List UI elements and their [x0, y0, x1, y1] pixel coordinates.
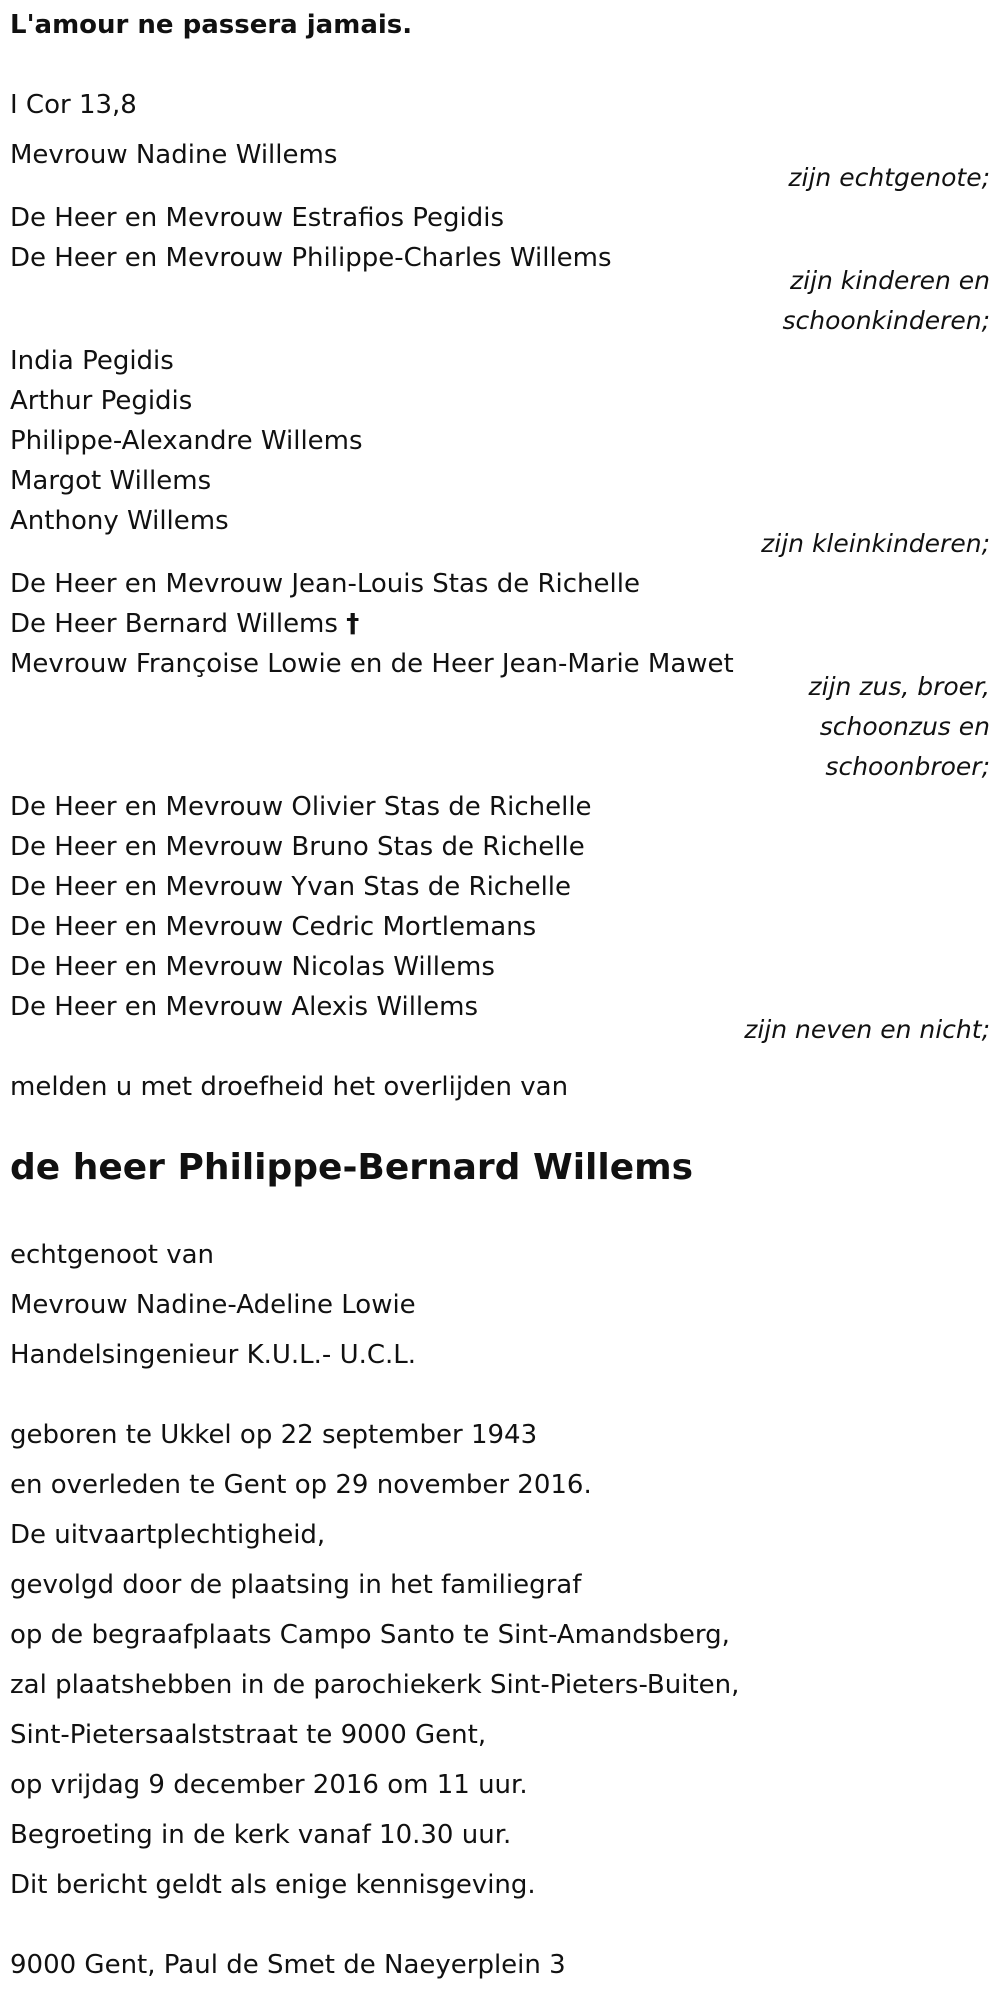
mourner-name: Arthur Pegidis	[10, 386, 193, 416]
detail-line: en overleden te Gent op 29 november 2016.	[10, 1470, 592, 1500]
mourner-name: De Heer en Mevrouw Cedric Mortlemans	[10, 912, 537, 942]
bible-reference: I Cor 13,8	[10, 90, 137, 120]
detail-line: Sint-Pietersaalststraat te 9000 Gent,	[10, 1720, 487, 1750]
address: 9000 Gent, Paul de Smet de Naeyerplein 3	[10, 1950, 566, 1980]
deceased-name: de heer Philippe-Bernard Willems	[10, 1147, 694, 1188]
relation-label: zijn zus, broer, schoonzus en schoonbroer;	[808, 672, 990, 781]
detail-line: gevolgd door de plaatsing in het familiegraf	[10, 1570, 582, 1600]
mourner-name: De Heer en Mevrouw Yvan Stas de Richelle	[10, 872, 572, 902]
relation-label: zijn kinderen en schoonkinderen;	[782, 266, 990, 335]
detail-line: zal plaatshebben in de parochiekerk Sint-Pieters-Buiten,	[10, 1670, 740, 1700]
mourner-name: Margot Willems	[10, 466, 212, 496]
relation-label: zijn kleinkinderen;	[761, 529, 990, 558]
detail-line: Dit bericht geldt als enige kennisgeving.	[10, 1870, 536, 1900]
mourner-name: Mevrouw Nadine Willems	[10, 140, 338, 170]
relation-label: zijn neven en nicht;	[744, 1015, 990, 1044]
detail-line: De uitvaartplechtigheid,	[10, 1520, 326, 1550]
mourner-name: India Pegidis	[10, 346, 174, 376]
announcement-text: melden u met droefheid het overlijden van	[10, 1072, 569, 1102]
detail-line: op de begraafplaats Campo Santo te Sint-Amandsberg,	[10, 1620, 730, 1650]
relation-label: zijn echtgenote;	[788, 163, 990, 192]
mourner-name: Anthony Willems	[10, 506, 229, 536]
mourner-name: De Heer en Mevrouw Alexis Willems	[10, 992, 479, 1022]
detail-line: geboren te Ukkel op 22 september 1943	[10, 1420, 538, 1450]
mourner-name: De Heer en Mevrouw Estrafios Pegidis	[10, 203, 504, 233]
mourner-name: Philippe-Alexandre Willems	[10, 426, 363, 456]
mourner-name: Mevrouw Françoise Lowie en de Heer Jean-Marie Mawet	[10, 649, 734, 679]
mourner-name: De Heer en Mevrouw Nicolas Willems	[10, 952, 495, 982]
cross-symbol: †	[346, 609, 360, 639]
spouse-line: echtgenoot van	[10, 1240, 215, 1270]
detail-line: op vrijdag 9 december 2016 om 11 uur.	[10, 1770, 528, 1800]
mourner-name: De Heer en Mevrouw Bruno Stas de Richelle	[10, 832, 585, 862]
motto: L'amour ne passera jamais.	[10, 10, 413, 40]
spouse-line: Handelsingenieur K.U.L.- U.C.L.	[10, 1340, 417, 1370]
spouse-line: Mevrouw Nadine-Adeline Lowie	[10, 1290, 416, 1320]
detail-line: Begroeting in de kerk vanaf 10.30 uur.	[10, 1820, 512, 1850]
mourner-name: De Heer en Mevrouw Philippe-Charles Willems	[10, 243, 612, 273]
mourner-name: De Heer Bernard Willems †	[10, 609, 360, 639]
mourner-name: De Heer en Mevrouw Jean-Louis Stas de Richelle	[10, 569, 640, 599]
mourner-name: De Heer en Mevrouw Olivier Stas de Richelle	[10, 792, 592, 822]
